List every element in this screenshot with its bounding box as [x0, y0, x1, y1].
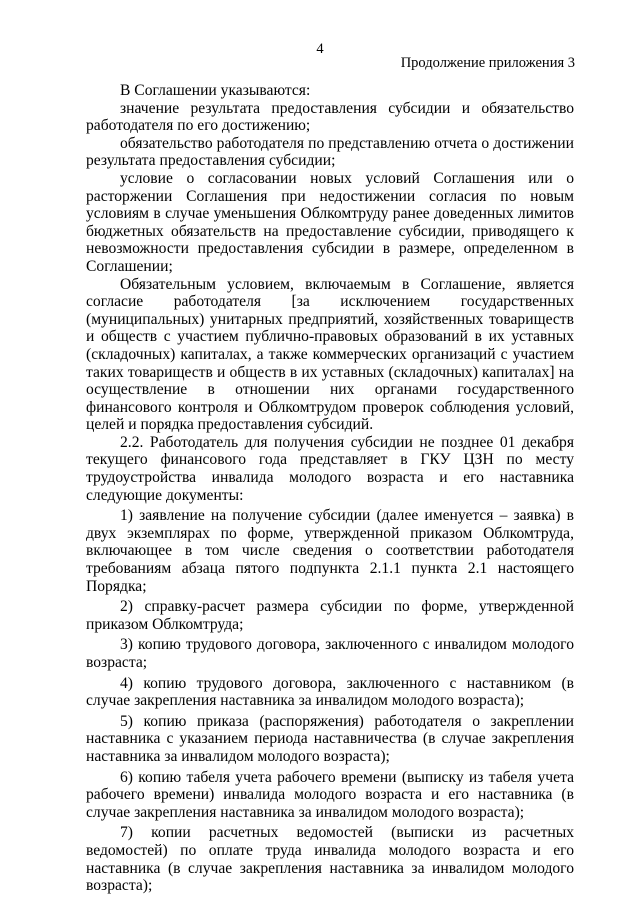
paragraph-agreement-intro: В Соглашении указываются: — [120, 82, 311, 99]
list-item-mentor-order: 5) копию приказа (распоряжения) работодателя о закреплении наставника с указанием периода наставничества (в случае закрепления наставника за инвалидом молодого возраста); — [86, 712, 574, 765]
list-item-mentor-contract: 4) копию трудового договора, заключенного с наставником (в случае закрепления наставника за инвалидом молодого возраста); — [86, 674, 574, 710]
paragraph-section-2-2: 2.2. Работодатель для получения субсидии не позднее 01 декабря текущего финансового года представляет в ГКУ ЦЗН по месту трудоустройства инвалида молодого возраста и его наставника следующие документы: — [86, 433, 574, 504]
paragraph-termination-condition: условие о согласовании новых условий Соглашения или о расторжении Соглашения при недостижении согласия по новым условиям в случае уменьшения Облкомтруду ранее доведенных лимитов бюджетных обязательств на предоставление субсидии, приводящего к невозможности предоставления субсидии в размере, определенном в Соглашении; — [86, 169, 574, 275]
list-item-employment-contract: 3) копию трудового договора, заключенного с инвалидом молодого возраста; — [86, 636, 574, 671]
document-body — [86, 82, 574, 895]
paragraph-mandatory-condition: Обязательным условием, включаемым в Соглашение, является согласие работодателя [за исключением государственных (муниципальных) унитарных предприятий, хозяйственных товариществ и обществ с участием публично-правовых образований в их уставных (складочных) капиталах, а также коммерческих организаций с участием таких товариществ и обществ в их уставных (складочных) капиталах] на осуществление в отношении них органами государственного финансового контроля и Облкомтрудом проверок соблюдения условий, целей и порядка предоставления субсидий. — [86, 275, 574, 434]
list-item-application: 1) заявление на получение субсидии (далее именуется – заявка) в двух экземплярах по форме, утвержденной приказом Облкомтруда, включающее в том числе сведения о соответствии работодателя требованиям абзаца пятого подпункта 2.1.1 пункта 2.1 настоящего Порядка; — [86, 507, 574, 595]
running-header: Продолжение приложения 3 — [400, 55, 575, 71]
paragraph-result-value: значение результата предоставления субсидии и обязательство работодателя по его достижению; — [86, 99, 574, 135]
page-number: 4 — [316, 41, 324, 57]
paragraph-report-obligation: обязательство работодателя по представлению отчета о достижении результата предоставления субсидии; — [86, 134, 574, 170]
list-item-calculation: 2) справку-расчет размера субсидии по форме, утвержденной приказом Облкомтруда; — [86, 598, 574, 633]
list-item-timesheet: 6) копию табеля учета рабочего времени (выписку из табеля учета рабочего времени) инвалида молодого возраста и его наставника (в случае закрепления наставника за инвалидом молодого возраста); — [86, 768, 574, 821]
list-item-payroll: 7) копии расчетных ведомостей (выписки из расчетных ведомостей) по оплате труда инвалида молодого возраста и его наставника (в случае закрепления наставника за инвалидом молодого возраста); — [86, 824, 574, 895]
